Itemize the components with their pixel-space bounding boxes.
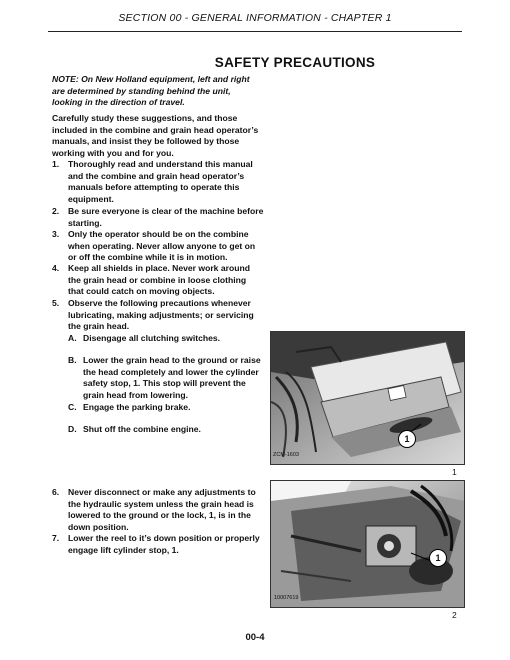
list-item [52,229,264,264]
list-item [52,533,264,556]
sub-item-text: Lower the grain head to the ground or raise the head completely and lower the cylinder safety stop, 1. This stop will prevent the grain head from lowering. [83,355,261,400]
page-number: 00-4 [245,632,265,643]
sub-item-letter: A. [68,333,77,343]
sub-list-item [68,333,264,345]
item-number: 1. [52,159,60,169]
item-text: Only the operator should be on the combine when operating. Never allow anyone to get on or off the combine while it is in motion. [68,229,256,263]
sub-item-text: Shut off the combine engine. [83,424,201,434]
section-header: SECTION 00 - GENERAL INFORMATION - CHAPTER 1 [118,12,392,24]
list-item [52,487,264,533]
list-item [52,263,264,298]
list-item [52,298,264,333]
sub-item-letter: D. [68,424,77,434]
figure-number: 2 [452,610,457,620]
sub-item-text: Disengage all clutching switches. [83,333,221,343]
item-number: 6. [52,487,60,497]
figure-2-photo [270,480,465,608]
reel-lift-cylinder-photo-illustration [271,481,464,607]
sub-list-item [68,424,264,436]
item-number: 3. [52,229,60,239]
sub-list-item [68,355,264,401]
note-text: NOTE: On New Holland equipment, left and right are determined by standing behind the unit, looking in the direction of travel. [52,74,250,108]
item-text: Be sure everyone is clear of the machine before starting. [68,206,264,228]
callout-circle: 1 [429,549,447,567]
intro-paragraph: Carefully study these suggestions, and those included in the combine and grain head operator’s manuals, and insist they be followed by those working with you and for you. [52,113,259,158]
list-item [52,206,264,229]
item-text: Observe the following precautions whenever lubricating, making adjustments; or servicing the grain head. [68,298,254,332]
item-number: 4. [52,263,60,273]
sub-list-item [68,402,264,414]
item-text: Never disconnect or make any adjustments to the hydraulic system unless the grain head is lowered to the ground or the lock, 1, is in the down position. [68,487,256,532]
figure-1-photo [270,331,465,465]
callout-circle: 1 [398,430,416,448]
item-text: Thoroughly read and understand this manual and the combine and grain head operator’s manuals before attempting to operate this equipment. [68,159,253,204]
figure-code: ZCM-1603 [273,452,299,458]
item-text: Lower the reel to it’s down position or properly engage lift cylinder stop, 1. [68,533,260,555]
list-item [52,159,264,205]
item-number: 7. [52,533,60,543]
grain-head-photo-illustration [271,332,464,464]
figure-number: 1 [452,467,457,477]
sub-item-letter: C. [68,402,77,412]
sub-item-text: Engage the parking brake. [83,402,191,412]
item-number: 5. [52,298,60,308]
item-number: 2. [52,206,60,216]
page-title: SAFETY PRECAUTIONS [214,55,376,70]
header-rule [48,31,462,32]
sub-item-letter: B. [68,355,77,365]
item-text: Keep all shields in place. Never work around the grain head or combine in loose clothing that could catch on moving objects. [68,263,250,297]
figure-code: 10007619 [274,595,299,601]
